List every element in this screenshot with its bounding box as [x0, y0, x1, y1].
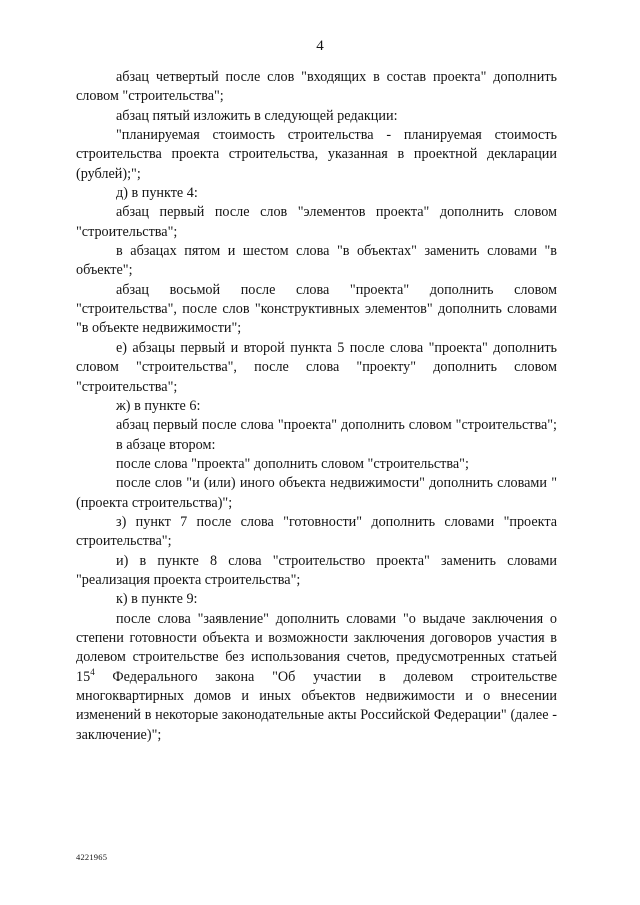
page-number: 4: [316, 38, 324, 54]
paragraph: "планируемая стоимость строительства - планируемая стоимость строительства проекта строительства, указанная в проектной декларации (рублей);";: [76, 127, 557, 182]
paragraph: е) абзацы первый и второй пункта 5 после слова "проекта" дополнить словом "строительства", после слова "проекту" дополнить словом "строительства";: [76, 339, 557, 395]
paragraph: з) пункт 7 после слова "готовности" дополнить словами "проекта строительства";: [76, 513, 557, 550]
paragraph: ж) в пункте 6:: [116, 397, 201, 414]
paragraph: д) в пункте 4:: [116, 185, 198, 202]
superscript-article-number: 4: [90, 666, 95, 677]
document-body: [76, 68, 557, 745]
paragraph: и) в пункте 8 слова "строительство проекта" заменить словами "реализация проекта строительства";: [76, 552, 557, 588]
paragraph: абзац пятый изложить в следующей редакции:: [116, 107, 398, 124]
paragraph: абзац четвертый после слов "входящих в состав проекта" дополнить словом "строительства";: [76, 69, 557, 105]
paragraph: абзац восьмой после слова "проекта" дополнить словом "строительства", после слов "конструктивных элементов" дополнить словами "в объекте недвижимости";: [76, 281, 557, 337]
paragraph: после слов "и (или) иного объекта недвижимости" дополнить словами "(проекта строительства)";: [76, 475, 557, 511]
paragraph: абзац первый после слов "элементов проекта" дополнить словом "строительства";: [76, 204, 557, 240]
paragraph-text-end: Федерального закона "Об участии в долевом строительстве многоквартирных домов и иных объектов недвижимости и о внесении изменений в некоторые законодательные акты Российской Федерации" (далее - заключение)";: [76, 668, 557, 743]
paragraph: к) в пункте 9:: [116, 591, 198, 608]
paragraph: в абзаце втором:: [116, 436, 216, 453]
paragraph: в абзацах пятом и шестом слова "в объектах" заменить словами "в объекте";: [76, 243, 557, 279]
paragraph-text-start: после слова "заявление" дополнить словами "о выдаче заключения о степени готовности объекта и возможности заключения договоров участия в долевом строительстве без использования счетов, предусмотренных статьей 15: [76, 610, 557, 685]
paragraph: абзац первый после слова "проекта" дополнить словом "строительства";: [116, 417, 557, 434]
paragraph: после слова "проекта" дополнить словом "строительства";: [116, 455, 469, 472]
document-id: 4221965: [76, 852, 108, 862]
paragraph-with-footnote: [76, 610, 557, 745]
